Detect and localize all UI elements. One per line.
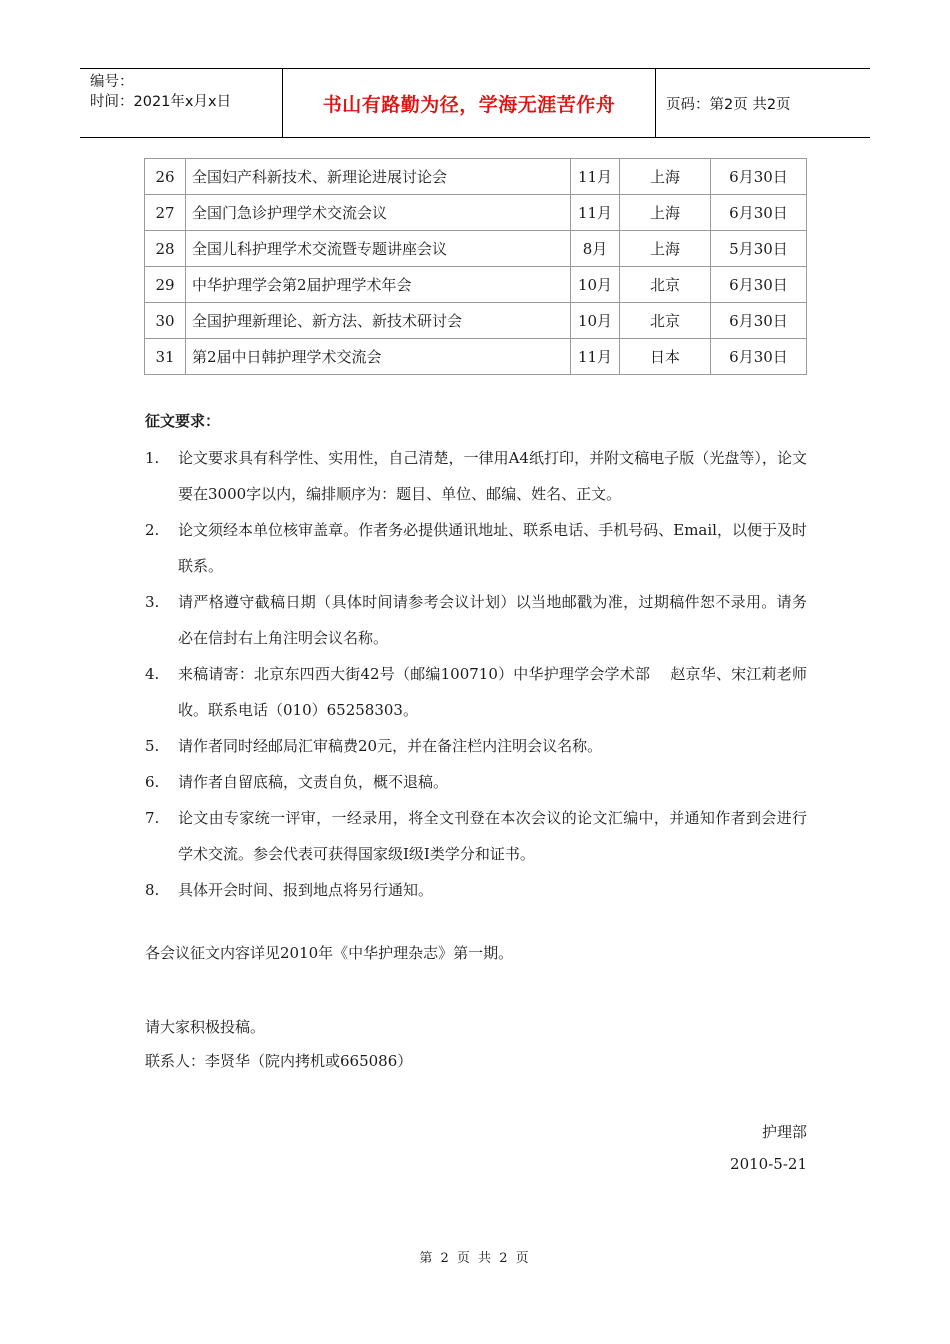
conference-name: 中华护理学会第2届护理学术年会 bbox=[186, 267, 571, 303]
conference-month: 10月 bbox=[571, 267, 620, 303]
list-item bbox=[145, 728, 807, 764]
conference-month: 10月 bbox=[571, 303, 620, 339]
table-row bbox=[145, 159, 807, 195]
list-item bbox=[145, 440, 807, 512]
conference-month: 11月 bbox=[571, 339, 620, 375]
encourage-text: 请大家积极投稿。 bbox=[145, 1018, 266, 1036]
signature-dept: 护理部 bbox=[761, 1123, 807, 1141]
table-row bbox=[145, 303, 807, 339]
item-text: 论文须经本单位核审盖章。作者务必提供通讯地址、联系电话、手机号码、Email，以便于及时联系。 bbox=[178, 521, 807, 575]
item-number: 4. bbox=[145, 665, 160, 683]
conference-name: 第2届中日韩护理学术交流会 bbox=[186, 339, 571, 375]
row-number: 29 bbox=[145, 267, 186, 303]
page-footer: 第 2 页 共 2 页 bbox=[419, 1251, 531, 1266]
conference-month: 11月 bbox=[571, 195, 620, 231]
table-row bbox=[145, 339, 807, 375]
submission-deadline: 6月30日 bbox=[711, 339, 807, 375]
item-text: 论文要求具有科学性、实用性，自己清楚，一律用A4纸打印，并附文稿电子版（光盘等），论文要在3000字以内，编排顺序为：题目、单位、邮编、姓名、正文。 bbox=[178, 449, 807, 503]
item-number: 3. bbox=[145, 593, 160, 611]
conference-name: 全国妇产科新技术、新理论进展讨论会 bbox=[186, 159, 571, 195]
submission-deadline: 6月30日 bbox=[711, 159, 807, 195]
item-number: 7. bbox=[145, 809, 160, 827]
item-text: 论文由专家统一评审，一经录用，将全文刊登在本次会议的论文汇编中，并通知作者到会进行学术交流。参会代表可获得国家级I级I类学分和证书。 bbox=[178, 809, 807, 863]
item-number: 1. bbox=[145, 449, 160, 467]
conference-city: 北京 bbox=[620, 267, 711, 303]
submission-deadline: 6月30日 bbox=[711, 303, 807, 339]
list-item bbox=[145, 584, 807, 656]
table-row bbox=[145, 267, 807, 303]
item-number: 8. bbox=[145, 881, 160, 899]
row-number: 28 bbox=[145, 231, 186, 267]
row-number: 31 bbox=[145, 339, 186, 375]
journal-note: 各会议征文内容详见2010年《中华护理杂志》第一期。 bbox=[145, 944, 514, 962]
submission-deadline: 5月30日 bbox=[711, 231, 807, 267]
table-row bbox=[145, 231, 807, 267]
code-label: 编号： bbox=[90, 74, 134, 90]
list-item bbox=[145, 512, 807, 584]
row-number: 27 bbox=[145, 195, 186, 231]
page-header bbox=[80, 68, 870, 138]
list-item bbox=[145, 656, 807, 728]
signature-date: 2010-5-21 bbox=[730, 1155, 807, 1173]
row-number: 26 bbox=[145, 159, 186, 195]
conference-name: 全国儿科护理学术交流暨专题讲座会议 bbox=[186, 231, 571, 267]
conference-name: 全国护理新理论、新方法、新技术研讨会 bbox=[186, 303, 571, 339]
conference-table bbox=[144, 158, 807, 375]
item-text: 请作者同时经邮局汇审稿费20元，并在备注栏内注明会议名称。 bbox=[178, 737, 603, 755]
contact-person: 联系人：李贤华（院内拷机或665086） bbox=[145, 1052, 413, 1070]
item-text: 具体开会时间、报到地点将另行通知。 bbox=[178, 881, 434, 899]
conference-city: 上海 bbox=[620, 231, 711, 267]
list-item bbox=[145, 764, 807, 800]
table-row bbox=[145, 195, 807, 231]
conference-name: 全国门急诊护理学术交流会议 bbox=[186, 195, 571, 231]
item-text: 来稿请寄：北京东四西大街42号（邮编100710）中华护理学会学术部 赵京华、宋江莉老师收。联系电话（010）65258303。 bbox=[178, 665, 807, 719]
requirements-title: 征文要求： bbox=[145, 412, 221, 430]
item-text: 请作者自留底稿，文责自负，概不退稿。 bbox=[178, 773, 449, 791]
conference-city: 北京 bbox=[620, 303, 711, 339]
submission-deadline: 6月30日 bbox=[711, 195, 807, 231]
item-number: 2. bbox=[145, 521, 160, 539]
header-motto: 书山有路勤为径，学海无涯苦作舟 bbox=[283, 69, 656, 137]
row-number: 30 bbox=[145, 303, 186, 339]
conference-city: 上海 bbox=[620, 195, 711, 231]
item-text: 请严格遵守截稿日期（具体时间请参考会议计划）以当地邮戳为准，过期稿件恕不录用。请务必在信封右上角注明会议名称。 bbox=[178, 593, 807, 647]
requirements-list bbox=[145, 440, 807, 908]
submission-deadline: 6月30日 bbox=[711, 267, 807, 303]
item-number: 5. bbox=[145, 737, 160, 755]
conference-city: 日本 bbox=[620, 339, 711, 375]
conference-month: 11月 bbox=[571, 159, 620, 195]
conference-month: 8月 bbox=[571, 231, 620, 267]
conference-city: 上海 bbox=[620, 159, 711, 195]
header-meta bbox=[80, 69, 283, 137]
header-page-info: 页码：第2页 共2页 bbox=[666, 96, 791, 113]
time-label: 时间：2021年x月x日 bbox=[90, 94, 232, 110]
list-item bbox=[145, 800, 807, 872]
list-item bbox=[145, 872, 807, 908]
item-number: 6. bbox=[145, 773, 160, 791]
